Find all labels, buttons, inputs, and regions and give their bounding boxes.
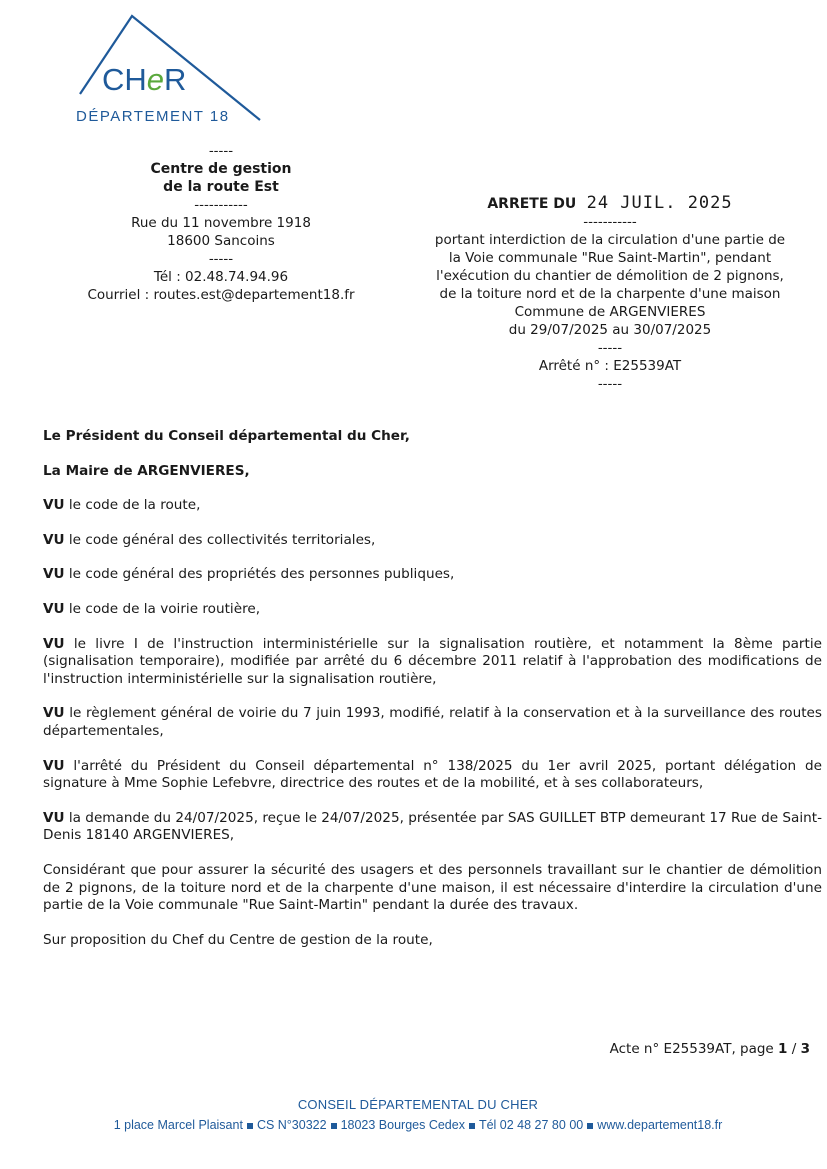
- arrete-description-2: la Voie communale "Rue Saint-Martin", pendant: [448, 250, 772, 266]
- email: Courriel : routes.est@departement18.fr: [87, 287, 355, 303]
- service-name-2: de la route Est: [163, 179, 279, 195]
- arrete-block: [410, 194, 810, 393]
- considerant-paragraph: Considérant que pour assurer la sécurité des usagers et des personnels travaillant sur le chantier de démolition de 2 pignons, de la toiture nord et de la charpente d'une maison, il est nécessaire d'interdire la circulation d'une partie de la Voie communale "Rue Saint-Martin" pendant la durée des travaux.: [43, 861, 822, 914]
- vu-paragraph: [43, 566, 822, 584]
- footer-phone: Tél 02 48 27 80 00: [478, 1118, 584, 1132]
- vu-label: VU: [43, 566, 65, 583]
- vu-text: le livre I de l'instruction interministérielle sur la signalisation routière, et notamment la 8ème partie (signalisation temporaire), modifiée par arrêté du 6 décembre 2011 relatif à l'approbation des modifications de l'instruction interministérielle sur la signalisation routière,: [43, 635, 822, 687]
- arrete-period: du 29/07/2025 au 30/07/2025: [508, 322, 712, 338]
- page-total: 3: [800, 1041, 810, 1057]
- vu-label: VU: [43, 809, 65, 826]
- separator: -----------: [583, 214, 637, 230]
- footer-address-3: 18023 Bourges Cedex: [340, 1118, 465, 1132]
- vu-paragraph: [43, 705, 822, 740]
- separator: -----: [208, 143, 234, 159]
- arrete-title: ARRETE DU: [487, 196, 577, 212]
- proposition-paragraph: Sur proposition du Chef du Centre de gestion de la route,: [43, 931, 433, 948]
- square-bullet-icon: [247, 1123, 253, 1129]
- address-line-1: Rue du 11 novembre 1918: [131, 215, 311, 231]
- vu-label: VU: [43, 497, 65, 514]
- vu-text: le règlement général de voirie du 7 juin 1993, modifié, relatif à la conservation et à la surveillance des routes départementales,: [43, 705, 822, 739]
- footer-title: CONSEIL DÉPARTEMENTAL DU CHER: [297, 1097, 539, 1112]
- phone: Tél : 02.48.74.94.96: [153, 269, 289, 285]
- vu-paragraph: [43, 810, 822, 845]
- vu-label: VU: [43, 757, 65, 774]
- vu-text: le code général des collectivités territoriales,: [64, 531, 376, 548]
- acte-number: Acte n° E25539AT, page: [609, 1041, 779, 1057]
- vu-text: le code de la voirie routière,: [64, 600, 261, 617]
- vu-text: le code général des propriétés des personnes publiques,: [64, 566, 455, 583]
- vu-label: VU: [43, 635, 65, 652]
- sender-block: [60, 142, 382, 304]
- page-number: 1: [778, 1041, 788, 1057]
- service-name: Centre de gestion: [150, 161, 292, 177]
- cher-department-logo: [70, 8, 270, 126]
- vu-paragraph: [43, 532, 822, 550]
- arrete-description-3: l'exécution du chantier de démolition de 2 pignons,: [436, 268, 784, 284]
- square-bullet-icon: [331, 1123, 337, 1129]
- separator: -----: [208, 251, 234, 267]
- arrete-description-4: de la toiture nord et de la charpente d'une maison: [439, 286, 781, 302]
- vu-label: VU: [43, 600, 65, 617]
- arrete-number: Arrêté n° : E25539AT: [538, 358, 682, 374]
- footer-address: [0, 1118, 827, 1132]
- footer-address-1: 1 place Marcel Plaisant: [113, 1118, 243, 1132]
- date-stamp: 24 JUIL. 2025: [586, 193, 733, 213]
- heading-president: Le Président du Conseil départemental du Cher,: [43, 428, 410, 444]
- separator: -----: [597, 376, 623, 392]
- logo-subtitle: DÉPARTEMENT 18: [76, 108, 230, 125]
- separator: -----------: [194, 197, 248, 213]
- vu-paragraph: [43, 758, 822, 793]
- arrete-description-1: portant interdiction de la circulation d'une partie de: [434, 232, 786, 248]
- heading-maire: La Maire de ARGENVIERES,: [43, 462, 250, 479]
- vu-paragraph: [43, 636, 822, 689]
- vu-text: le code de la route,: [64, 497, 201, 514]
- document-body: [43, 428, 822, 949]
- footer-address-2: CS N°30322: [256, 1118, 327, 1132]
- square-bullet-icon: [587, 1123, 593, 1129]
- arrete-commune: Commune de ARGENVIERES: [514, 304, 706, 320]
- logo-wordmark: CHeR: [102, 62, 187, 97]
- page-separator: /: [787, 1041, 801, 1057]
- vu-text: l'arrêté du Président du Conseil départemental n° 138/2025 du 1er avril 2025, portant délégation de signature à Mme Sophie Lefebvre, directrice des routes et de la mobilité, et à ses collaborateurs,: [43, 757, 822, 792]
- separator: -----: [597, 340, 623, 356]
- vu-paragraph: [43, 601, 822, 619]
- address-line-2: 18600 Sancoins: [167, 233, 275, 249]
- vu-label: VU: [43, 531, 65, 548]
- vu-label: VU: [43, 705, 65, 722]
- square-bullet-icon: [469, 1123, 475, 1129]
- vu-paragraph: [43, 497, 822, 515]
- footer-website: www.departement18.fr: [597, 1118, 723, 1132]
- page-reference: [560, 1041, 810, 1057]
- vu-text: la demande du 24/07/2025, reçue le 24/07/2025, présentée par SAS GUILLET BTP demeurant 17 Rue de Saint-Denis 18140 ARGENVIERES,: [43, 809, 823, 844]
